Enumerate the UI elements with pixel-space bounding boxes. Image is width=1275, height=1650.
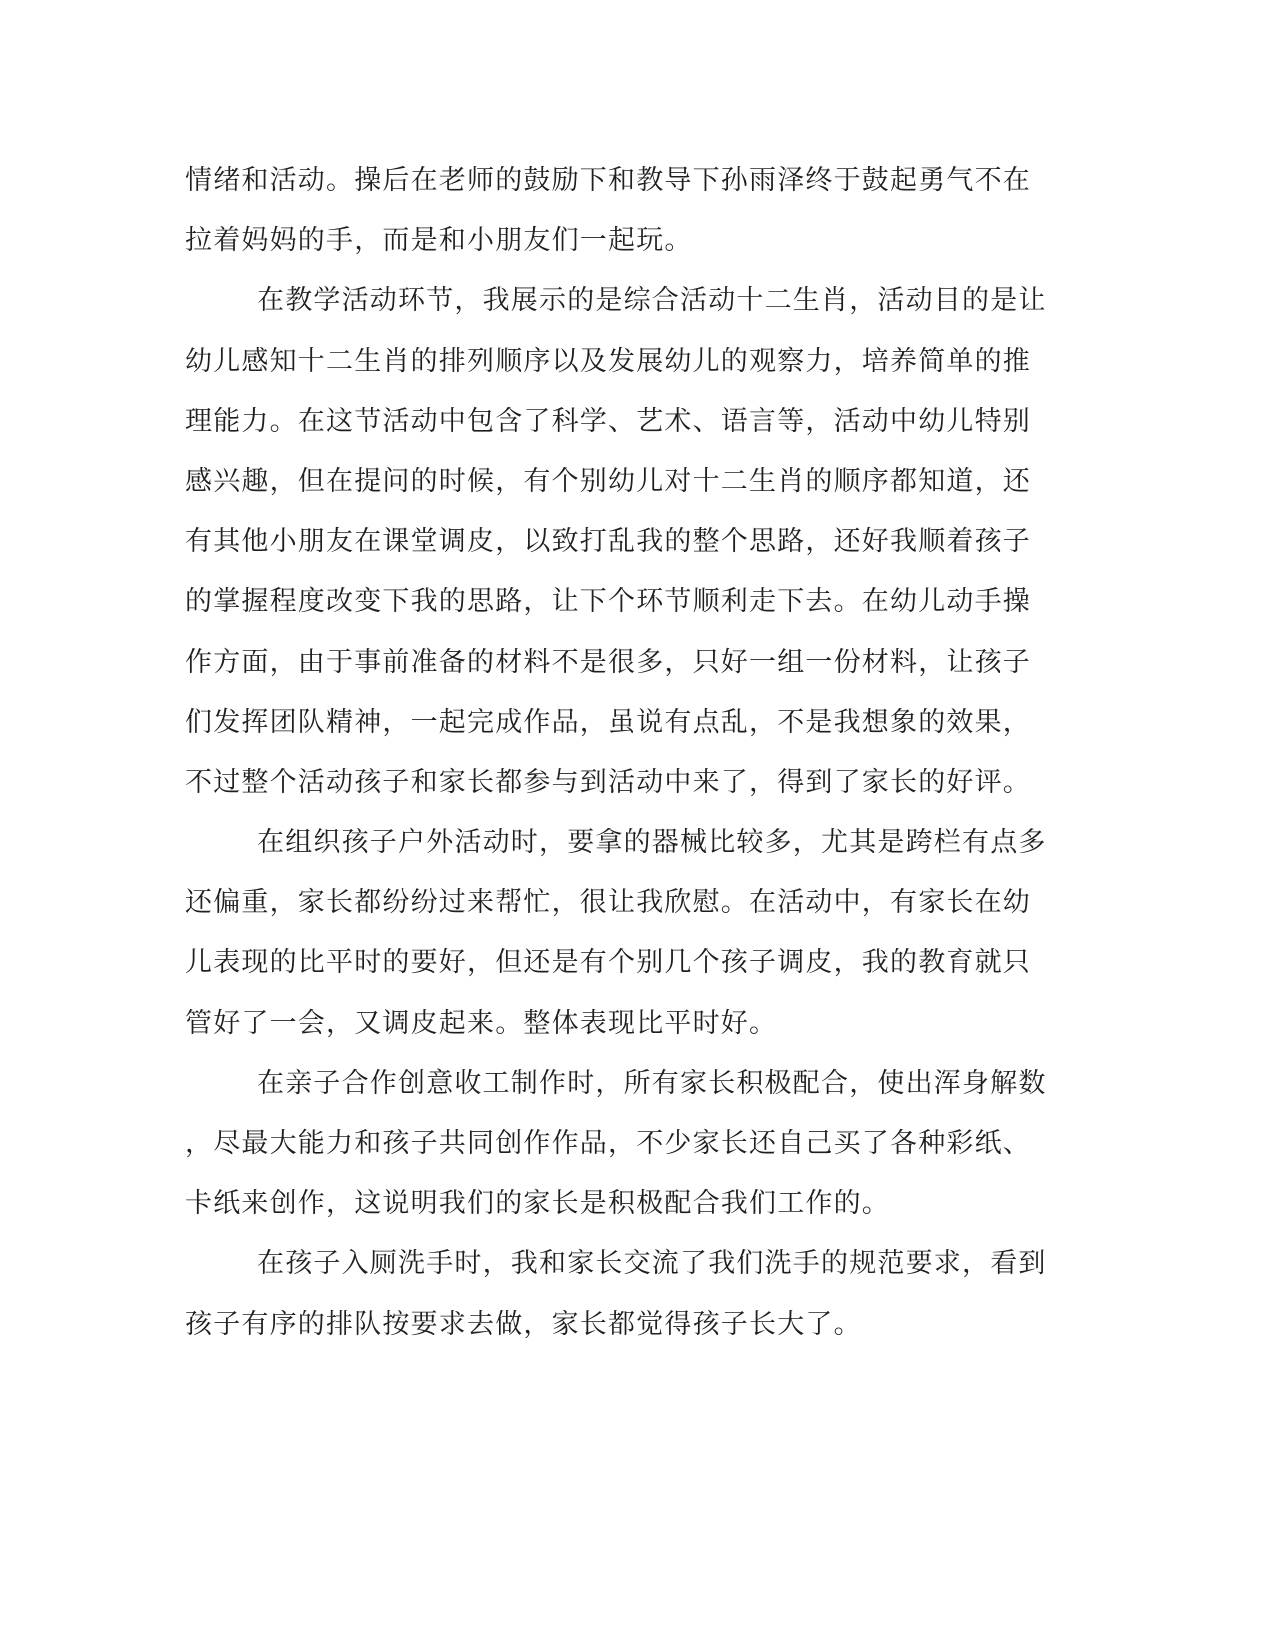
text-line: 理能力。在这节活动中包含了科学、艺术、语言等，活动中幼儿特别 <box>185 405 1031 437</box>
text-line: 作方面，由于事前准备的材料不是很多，只好一组一份材料，让孩子 <box>185 646 1031 678</box>
text-line: 儿表现的比平时的要好，但还是有个别几个孩子调皮，我的教育就只 <box>185 947 1031 979</box>
text-line: 有其他小朋友在课堂调皮，以致打乱我的整个思路，还好我顺着孩子 <box>185 526 1031 558</box>
text-line: 还偏重，家长都纷纷过来帮忙，很让我欣慰。在活动中，有家长在幼 <box>185 887 1031 919</box>
text-line: 拉着妈妈的手，而是和小朋友们一起玩。 <box>185 225 693 257</box>
text-line: 卡纸来创作，这说明我们的家长是积极配合我们工作的。 <box>185 1188 890 1220</box>
text-line: 幼儿感知十二生肖的排列顺序以及发展幼儿的观察力，培养简单的推 <box>185 345 1031 377</box>
text-line: 孩子有序的排队按要求去做，家长都觉得孩子长大了。 <box>185 1308 862 1340</box>
text-line: 的掌握程度改变下我的思路，让下个环节顺利走下去。在幼儿动手操 <box>185 586 1031 618</box>
text-line: 管好了一会，又调皮起来。整体表现比平时好。 <box>185 1007 778 1039</box>
document-body <box>185 159 1065 1363</box>
text-line: 不过整个活动孩子和家长都参与到活动中来了，得到了家长的好评。 <box>185 766 1031 798</box>
paragraph-start-line: 在孩子入厕洗手时，我和家长交流了我们洗手的规范要求，看到 <box>257 1248 1047 1280</box>
paragraph-start-line: 在组织孩子户外活动时，要拿的器械比较多，尤其是跨栏有点多 <box>257 827 1047 859</box>
text-line: 们发挥团队精神，一起完成作品，虽说有点乱，不是我想象的效果， <box>185 706 1031 738</box>
paragraph-start-line: 在教学活动环节，我展示的是综合活动十二生肖，活动目的是让 <box>257 285 1047 317</box>
paragraph-start-line: 在亲子合作创意收工制作时，所有家长积极配合，使出浑身解数 <box>257 1067 1047 1099</box>
text-line: 情绪和活动。操后在老师的鼓励下和教导下孙雨泽终于鼓起勇气不在 <box>185 165 1031 196</box>
text-line: ，尽最大能力和孩子共同创作作品，不少家长还自己买了各种彩纸、 <box>185 1128 1031 1159</box>
text-line: 感兴趣，但在提问的时候，有个别幼儿对十二生肖的顺序都知道，还 <box>185 465 1031 497</box>
